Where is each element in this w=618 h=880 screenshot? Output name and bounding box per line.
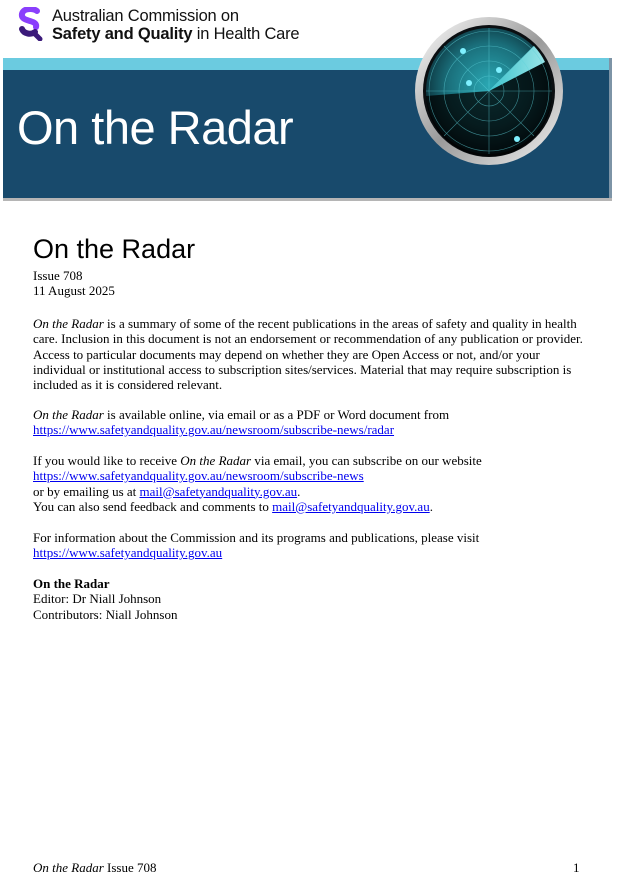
organisation-name — [52, 7, 299, 43]
intro-text: is a summary of some of the recent publications in the areas of safety and quality in health care. Inclusion in this document is not an endorsement or recommendation of any publication or provider. Access to particular documents may depend on whether they are Open Access or not, and/or your individual or institutional access to subscription sites/services. Material that may require subscription is included as it is considered relevant. — [33, 316, 583, 393]
credits-heading: On the Radar — [33, 576, 110, 591]
feedback-line — [33, 499, 593, 514]
document-title: On the Radar — [33, 234, 196, 264]
issue-number: Issue 708 — [33, 268, 83, 283]
subscribe-italic: On the Radar — [180, 453, 252, 468]
email-line — [33, 484, 593, 499]
credits-contributors: Contributors: Niall Johnson — [33, 606, 178, 622]
intro-italic: On the Radar — [33, 316, 104, 331]
availability-italic: On the Radar — [33, 407, 104, 422]
sq-logo-icon — [17, 7, 43, 41]
feedback-pre: You can also send feedback and comments to — [33, 498, 273, 514]
info-text: For information about the Commission and its programs and publications, please visit — [33, 530, 480, 545]
intro-paragraph — [33, 316, 593, 392]
org-line-1: Australian Commission on — [52, 7, 239, 25]
subscribe-link[interactable]: https://www.safetyandquality.gov.au/newsroom/subscribe-news — [33, 468, 364, 484]
banner-shadow — [3, 198, 612, 201]
footer-italic: On the Radar — [33, 860, 104, 875]
availability-line — [33, 407, 593, 422]
issue-meta — [33, 268, 115, 298]
subscribe-pre: If you would like to receive — [33, 453, 181, 468]
email-link[interactable]: mail@safetyandquality.gov.au — [139, 483, 298, 499]
org-line-2 — [52, 25, 299, 43]
org-name-rest: in Health Care — [192, 25, 300, 43]
issue-date: 11 August 2025 — [33, 283, 115, 298]
radar-link[interactable]: https://www.safetyandquality.gov.au/newsroom/subscribe-news/radar — [33, 422, 395, 438]
radar-icon — [414, 16, 564, 166]
page-number: 1 — [573, 860, 580, 875]
email-post: . — [297, 483, 301, 499]
org-name-bold: Safety and Quality — [52, 25, 193, 43]
availability-paragraph — [33, 407, 593, 438]
feedback-post: . — [429, 498, 433, 514]
banner-edge — [609, 58, 612, 198]
subscribe-line — [33, 453, 593, 468]
feedback-email-link[interactable]: mail@safetyandquality.gov.au — [272, 498, 430, 514]
banner-title: On the Radar — [17, 101, 294, 154]
credits-editor: Editor: Dr Niall Johnson — [33, 591, 162, 607]
email-pre: or by emailing us at — [33, 483, 140, 499]
credits — [33, 576, 593, 622]
subscribe-paragraph — [33, 453, 593, 514]
availability-text: is available online, via email or as a PDF or Word document from — [103, 407, 450, 422]
footer-issue: Issue 708 — [103, 860, 157, 875]
commission-link[interactable]: https://www.safetyandquality.gov.au — [33, 545, 223, 561]
info-paragraph — [33, 530, 593, 561]
subscribe-post: via email, you can subscribe on our website — [251, 453, 482, 468]
footer-title — [33, 860, 157, 876]
